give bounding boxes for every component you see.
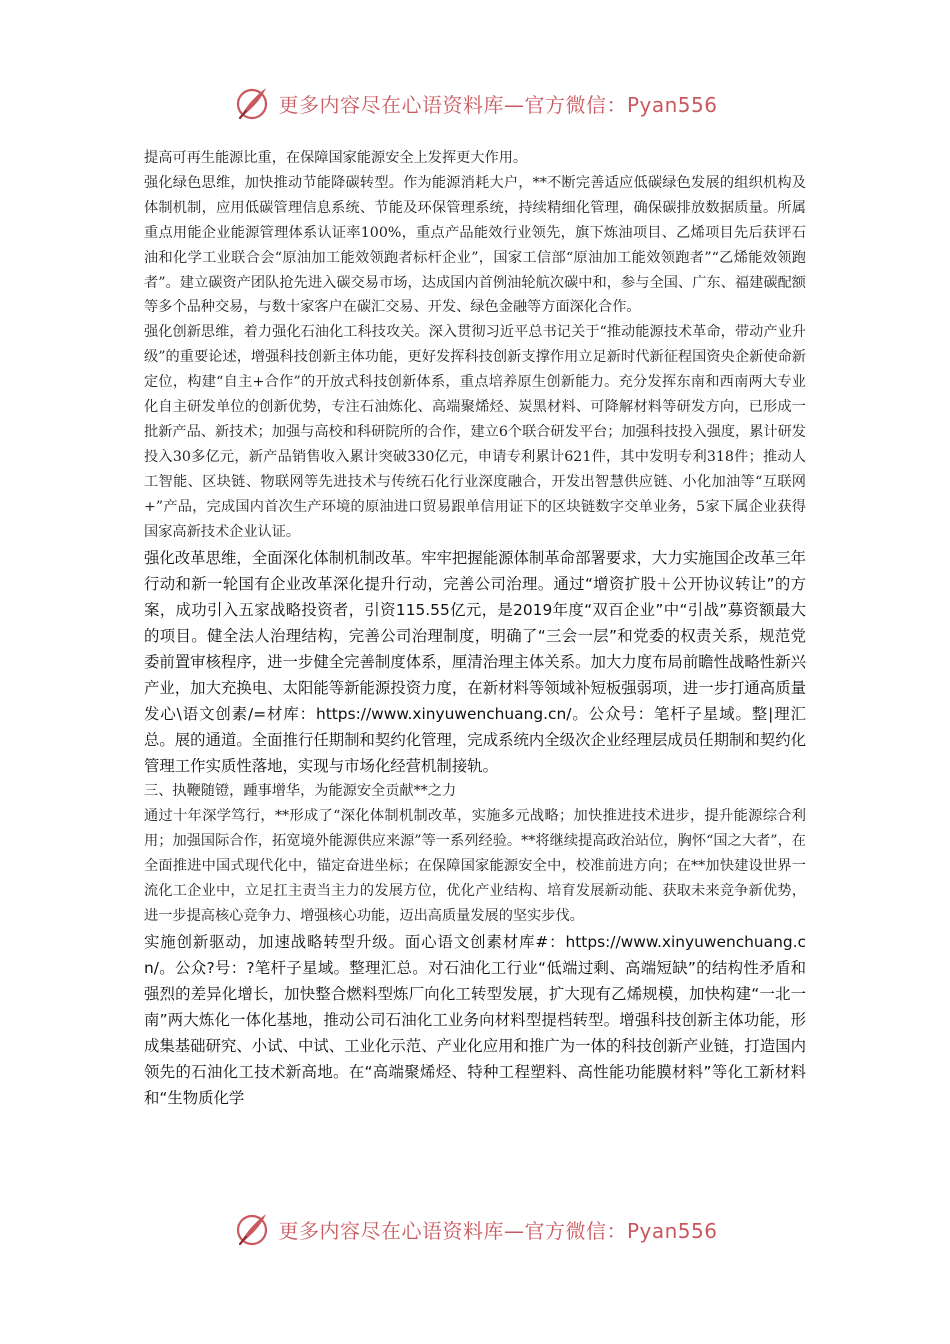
watermark-banner-top [0, 80, 950, 126]
paragraph-6: 实施创新驱动，加速战略转型升级。面心语文创素材库#：https://www.xinyuwenchuang.cn/。公众?号：?笔杆子星域。整理汇总。对石油化工行业“低端过剩、高端短缺”的结构性矛盾和强烈的差异化增长，加快整合燃料型炼厂向化工转型发展，扩大现有乙烯规模，加快构建“一北一南”两大炼化一体化基地，推动公司石油化工业务向材料型提档转型。增强科技创新主体功能，形成集基础研究、小试、中试、工业化示范、产业化应用和推广为一体的科技创新产业链，打造国内领先的石油化工技术新高地。在“高端聚烯烃、特种工程塑料、高性能功能膜材料”等化工新材料和“生物质化学 [144, 932, 806, 1108]
watermark-banner-bottom [0, 1206, 950, 1252]
quill-pen-icon [232, 83, 272, 123]
watermark-text: 更多内容尽在心语资料库—官方微信：Pyan556 [278, 92, 718, 117]
paragraph-3: 强化创新思维，着力强化石油化工科技攻关。深入贯彻习近平总书记关于“推动能源技术革命，带动产业升级”的重要论述，增强科技创新主体功能，更好发挥科技创新支撑作用立足新时代新征程国资央企新使命新定位，构建“自主+合作”的开放式科技创新体系，重点培养原生创新能力。充分发挥东南和西南两大专业化自主研发单位的创新优势，专注石油炼化、高端聚烯烃、炭黑材料、可降解材料等研发方向，已形成一批新产品、新技术；加强与高校和科研院所的合作，建立6个联合研发平台；加强科技投入强度，累计研发投入30多亿元，新产品销售收入累计突破330亿元，申请专利累计621件，其中发明专利318件；推动人工智能、区块链、物联网等先进技术与传统石化行业深度融合，开发出智慧供应链、小化加油等“互联网+”产品，完成国内首次生产环境的原油进口贸易跟单信用证下的区块链数字交单业务，5家下属企业获得国家高新技术企业认证。 [144, 324, 806, 540]
paragraph-1: 提高可再生能源比重，在保障国家能源安全上发挥更大作用。 [144, 150, 528, 166]
paragraph-5: 通过十年深学笃行，**形成了“深化体制机制改革，实施多元战略；加快推进技术进步，提升能源综合利用；加强国际合作，拓宽境外能源供应来源”等一系列经验。**将继续提高政治站位，胸怀“国之大者”，在全面推进中国式现代化中，锚定奋进坐标；在保障国家能源安全中，校准前进方向；在**加快建设世界一流化工企业中，立足扛主责当主力的发展方位，优化产业结构、培育发展新动能、获取未来竞争新优势，进一步提高核心竞争力、增强核心功能，迈出高质量发展的坚实步伐。 [144, 808, 806, 924]
section-heading: 三、执鞭随镫，踵事增华，为能源安全贡献**之力 [144, 783, 457, 800]
paragraph-2: 强化绿色思维，加快推动节能降碳转型。作为能源消耗大户，**不断完善适应低碳绿色发展的组织机构及体制机制，应用低碳管理信息系统、节能及环保管理系统，持续精细化管理，确保碳排放数据质量。所属重点用能企业能源管理体系认证率100%，重点产品能效行业领先，旗下炼油项目、乙烯项目先后获评石油和化学工业联合会“原油加工能效领跑者标杆企业”，国家工信部“原油加工能效领跑者”“乙烯能效领跑者”。建立碳资产团队抢先进入碳交易市场，达成国内首例油轮航次碳中和，参与全国、广东、福建碳配额等多个品种交易，与数十家客户在碳汇交易、开发、绿色金融等方面深化合作。 [144, 174, 806, 316]
quill-pen-icon [232, 1209, 272, 1249]
paragraph-4: 强化改革思维，全面深化体制机制改革。牢牢把握能源体制革命部署要求，大力实施国企改革三年行动和新一轮国有企业改革深化提升行动，完善公司治理。通过“增资扩股＋公开协议转让”的方案，成功引入五家战略投资者，引资115.55亿元，是2019年度“双百企业”中“引战”募资额最大的项目。健全法人治理结构，完善公司治理制度，明确了“三会一层”和党委的权责关系，规范党委前置审核程序，进一步健全完善制度体系，厘清治理主体关系。加大力度布局前瞻性战略性新兴产业，加大充换电、太阳能等新能源投资力度，在新材料等领域补短板强弱项，进一步打通高质量发心\语文创素/=材库：https://www.xinyuwenchuang.cn/。公众号：笔杆子星域。整|理汇总。展的通道。全面推行任期制和契约化管理，完成系统内全级次企业经理层成员任期制和契约化管理工作实质性落地，实现与市场化经营机制接轨。 [144, 548, 806, 776]
watermark-text: 更多内容尽在心语资料库—官方微信：Pyan556 [278, 1218, 718, 1243]
document-body [144, 146, 806, 1111]
